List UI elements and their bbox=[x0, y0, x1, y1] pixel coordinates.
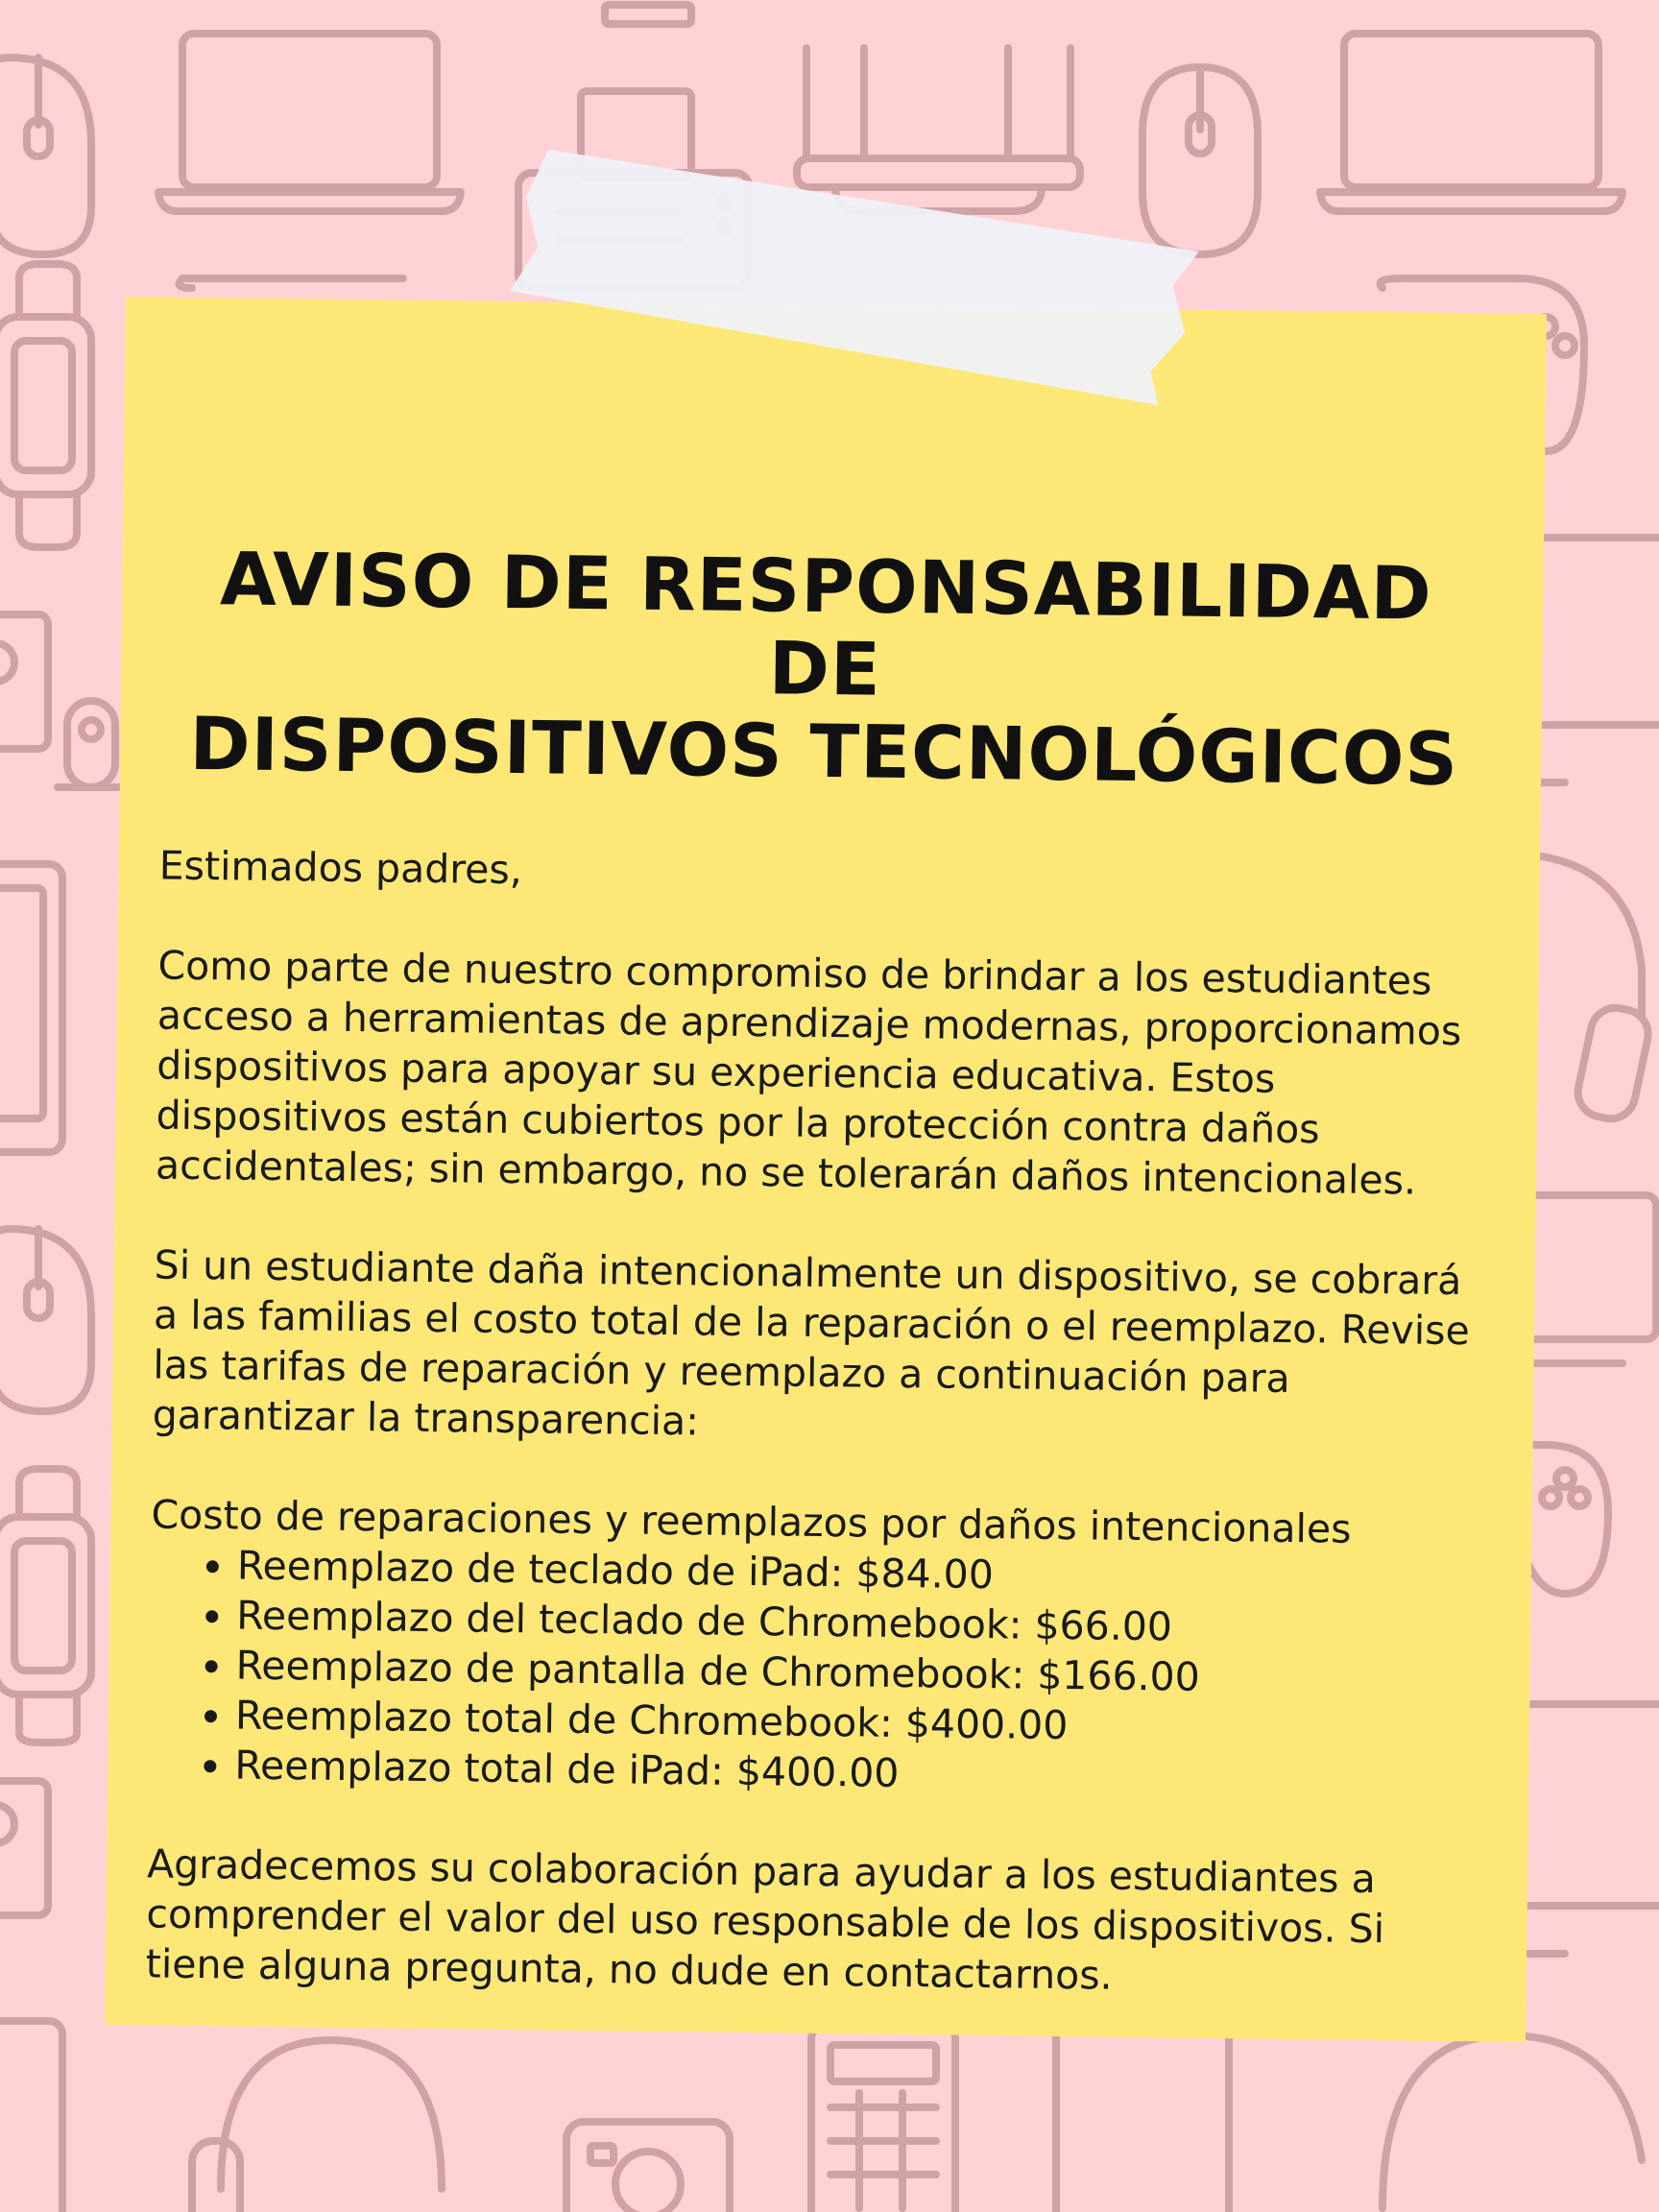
laptop-icon bbox=[1517, 1195, 1656, 1363]
camera-icon bbox=[0, 1781, 48, 1915]
laptop-icon bbox=[1320, 34, 1623, 211]
headphones-icon bbox=[1382, 2035, 1642, 2208]
camera-icon bbox=[566, 2122, 730, 2212]
notice-sticky-note bbox=[105, 297, 1547, 2042]
notice-title bbox=[160, 538, 1490, 802]
smartwatch-icon bbox=[0, 1469, 91, 1743]
router-icon bbox=[797, 48, 1080, 211]
monitor-icon bbox=[581, 5, 691, 178]
gamepad-icon bbox=[180, 278, 403, 288]
cost-item-ipad-total: • Reemplazo total de iPad: $400.00 bbox=[234, 1741, 1476, 1806]
title-line-1: AVISO DE RESPONSABILIDAD DE bbox=[219, 536, 1433, 712]
costs-list bbox=[148, 1539, 1478, 1805]
greeting-text: Estimados padres, bbox=[158, 842, 523, 894]
mouse-icon bbox=[0, 58, 91, 254]
intro-paragraph: Como parte de nuestro compromiso de brindar a los estudiantes acceso a herramientas de aprendizaje modernas, proporcionamos dispositivos para apoyar su experiencia educativa. Estos dispositivos están cubiertos por la protección contra daños accidentales; sin embargo, no se tolerarán daños intencionales. bbox=[155, 942, 1462, 1204]
monitor-icon bbox=[1527, 538, 1659, 782]
tablet-icon bbox=[0, 864, 62, 1152]
cost-item-chromebook-screen: • Reemplazo de pantalla de Chromebook: $166.00 bbox=[235, 1641, 1477, 1706]
laptop-icon bbox=[158, 34, 461, 211]
cost-item-ipad-keyboard: • Reemplazo de teclado de iPad: $84.00 bbox=[237, 1541, 1479, 1606]
camera-icon bbox=[0, 614, 48, 749]
webcam-icon bbox=[58, 701, 125, 787]
closing-paragraph: Agradecemos su colaboración para ayudar a los estudiantes a comprender el valor del uso responsable de los dispositivos. Si tiene alguna pregunta, no dude en contactarnos. bbox=[145, 1840, 1385, 1999]
smartwatch-icon bbox=[0, 264, 91, 547]
costs-heading: Costo de reparaciones y reemplazos por daños intencionales bbox=[151, 1491, 1352, 1552]
tablet-icon bbox=[0, 2021, 62, 2212]
notice-body bbox=[146, 840, 1487, 2005]
calculator-icon bbox=[811, 2026, 955, 2212]
headphones-icon bbox=[1527, 854, 1652, 1123]
cost-item-chromebook-total: • Reemplazo total de Chromebook: $400.00 bbox=[235, 1691, 1477, 1756]
mouse-icon bbox=[1142, 67, 1258, 254]
smartwatch-icon bbox=[1056, 2026, 1229, 2212]
mouse-icon bbox=[0, 1229, 91, 1411]
damage-policy-paragraph: Si un estudiante daña intencionalmente un dispositivo, se cobrará a las familias el costo total de la reparación o el reemplazo. Revise las tarifas de reparación y reemplazo a continuación para garantizar la transparencia: bbox=[152, 1241, 1471, 1445]
headphones-icon bbox=[192, 2040, 442, 2212]
title-line-2: DISPOSITIVOS TECNOLÓGICOS bbox=[188, 700, 1459, 803]
cost-item-chromebook-keyboard: • Reemplazo del teclado de Chromebook: $66.00 bbox=[236, 1591, 1478, 1656]
